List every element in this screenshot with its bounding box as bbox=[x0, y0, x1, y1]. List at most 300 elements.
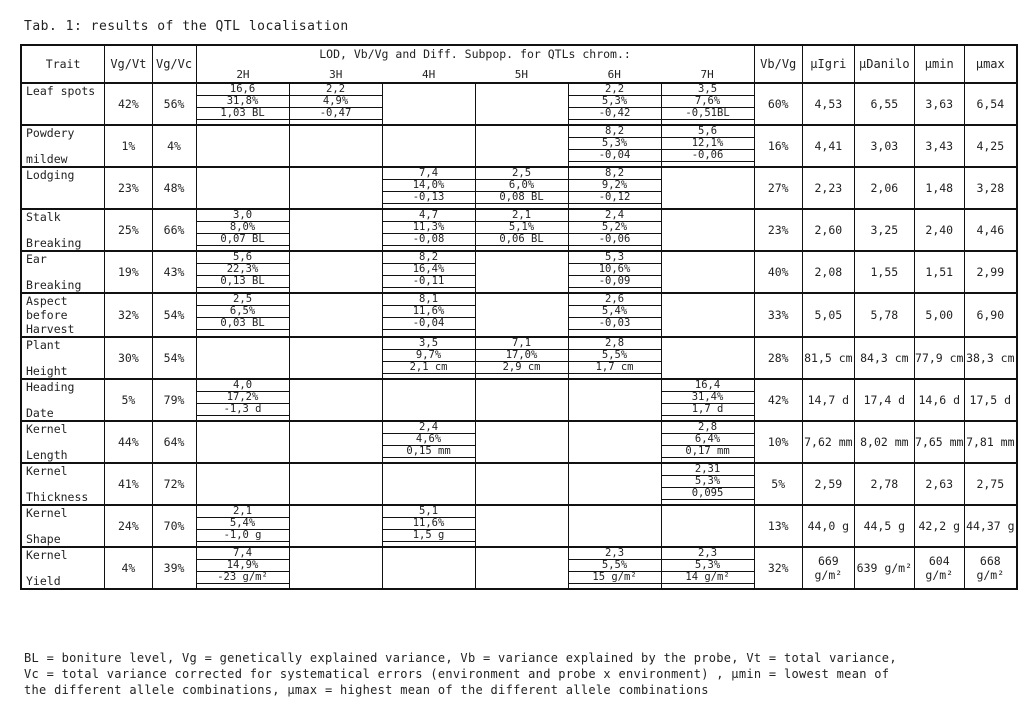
qtl-diff: 15 g/m² bbox=[569, 572, 661, 584]
mu-igri-cell: 2,08 bbox=[802, 251, 854, 293]
mu-igri-cell: 2,23 bbox=[802, 167, 854, 209]
trait-name-line: mildew bbox=[26, 152, 68, 166]
qtl-lod: 2,5 bbox=[197, 294, 289, 306]
qtl-values bbox=[476, 168, 568, 204]
mu-danilo-cell: 639 g/m² bbox=[854, 547, 914, 589]
vg-vc-cell: 54% bbox=[152, 337, 196, 379]
qtl-lod: 16,4 bbox=[662, 380, 754, 392]
vg-vt-cell: 24% bbox=[105, 505, 152, 547]
vb-vg-cell: 33% bbox=[754, 293, 802, 337]
qtl-vb-vg: 11,3% bbox=[383, 222, 475, 234]
qtl-vb-vg: 16,4% bbox=[383, 264, 475, 276]
qtl-lod: 16,6 bbox=[197, 84, 289, 96]
qtl-cell-5h bbox=[475, 379, 568, 421]
header-lod-title: LOD, Vb/Vg and Diff. Subpop. for QTLs chrom.: bbox=[319, 47, 631, 61]
qtl-cell-6h bbox=[568, 547, 661, 589]
qtl-values bbox=[569, 210, 661, 246]
trait-cell bbox=[21, 379, 105, 421]
table-row bbox=[21, 379, 1017, 421]
qtl-diff: -0,09 bbox=[569, 276, 661, 288]
qtl-values bbox=[569, 548, 661, 584]
qtl-vb-vg: 5,3% bbox=[662, 560, 754, 572]
vb-vg-cell: 27% bbox=[754, 167, 802, 209]
qtl-vb-vg: 12,1% bbox=[662, 138, 754, 150]
qtl-cell-7h bbox=[661, 505, 754, 547]
qtl-diff: 0,095 bbox=[662, 488, 754, 500]
qtl-values bbox=[662, 84, 754, 120]
qtl-lod: 8,2 bbox=[569, 126, 661, 138]
qtl-lod: 5,6 bbox=[662, 126, 754, 138]
header-vg-vc: Vg/Vc bbox=[152, 45, 196, 83]
qtl-values bbox=[383, 210, 475, 246]
mu-danilo-cell: 8,02 mm bbox=[854, 421, 914, 463]
mu-igri-cell: 2,59 bbox=[802, 463, 854, 505]
chromosome-labels bbox=[197, 68, 754, 81]
qtl-diff: -0,06 bbox=[662, 150, 754, 162]
mu-min-cell: 2,63 bbox=[914, 463, 964, 505]
qtl-cell-4h bbox=[382, 83, 475, 125]
table-row bbox=[21, 293, 1017, 337]
header-mu-max: μmax bbox=[964, 45, 1017, 83]
table-row bbox=[21, 547, 1017, 589]
qtl-values bbox=[383, 506, 475, 542]
vg-vc-cell: 79% bbox=[152, 379, 196, 421]
qtl-cell-3h bbox=[289, 547, 382, 589]
trait-cell bbox=[21, 83, 105, 125]
table-row bbox=[21, 167, 1017, 209]
qtl-cell-7h bbox=[661, 251, 754, 293]
qtl-lod: 5,3 bbox=[569, 252, 661, 264]
qtl-values bbox=[197, 252, 289, 288]
qtl-cell-4h bbox=[382, 167, 475, 209]
qtl-values bbox=[197, 380, 289, 416]
trait-name-line: Shape bbox=[26, 532, 61, 546]
mu-igri-cell: 7,62 mm bbox=[802, 421, 854, 463]
mu-min-cell: 77,9 cm bbox=[914, 337, 964, 379]
trait-name-line: Breaking bbox=[26, 278, 82, 292]
qtl-cell-2h bbox=[196, 83, 289, 125]
vg-vt-cell: 5% bbox=[105, 379, 152, 421]
mu-max-cell: 17,5 d bbox=[964, 379, 1017, 421]
vg-vt-cell: 32% bbox=[105, 293, 152, 337]
qtl-lod: 2,4 bbox=[383, 422, 475, 434]
mu-min-cell: 2,40 bbox=[914, 209, 964, 251]
vb-vg-cell: 32% bbox=[754, 547, 802, 589]
trait-name-line: Thickness bbox=[26, 490, 89, 504]
trait-name-line: Heading bbox=[26, 380, 75, 394]
qtl-cell-6h bbox=[568, 251, 661, 293]
mu-danilo-cell: 6,55 bbox=[854, 83, 914, 125]
trait-name-line: Kernel bbox=[26, 506, 68, 520]
mu-max-cell: 6,90 bbox=[964, 293, 1017, 337]
qtl-vb-vg: 22,3% bbox=[197, 264, 289, 276]
qtl-lod: 5,6 bbox=[197, 252, 289, 264]
qtl-vb-vg: 9,7% bbox=[383, 350, 475, 362]
trait-name-line: Lodging bbox=[26, 168, 75, 182]
qtl-values bbox=[197, 506, 289, 542]
trait-name-line: Ear bbox=[26, 252, 47, 266]
vg-vc-cell: 64% bbox=[152, 421, 196, 463]
qtl-diff: -0,51BL bbox=[662, 108, 754, 120]
mu-max-cell: 4,46 bbox=[964, 209, 1017, 251]
trait-name-line: before bbox=[26, 308, 68, 322]
qtl-lod: 7,4 bbox=[383, 168, 475, 180]
qtl-diff: -0,08 bbox=[383, 234, 475, 246]
footnote-line: the different allele combinations, μmax = highest mean of the different allele combinations bbox=[24, 683, 709, 697]
table-caption: Tab. 1: results of the QTL localisation bbox=[24, 19, 349, 34]
qtl-lod: 5,1 bbox=[383, 506, 475, 518]
qtl-lod: 2,5 bbox=[476, 168, 568, 180]
vg-vt-cell: 25% bbox=[105, 209, 152, 251]
qtl-diff: -0,04 bbox=[569, 150, 661, 162]
mu-max-cell: 2,99 bbox=[964, 251, 1017, 293]
qtl-values bbox=[569, 294, 661, 330]
mu-danilo-cell: 5,78 bbox=[854, 293, 914, 337]
chromosome-label: 2H bbox=[236, 68, 250, 81]
qtl-diff: 14 g/m² bbox=[662, 572, 754, 584]
qtl-cell-7h bbox=[661, 421, 754, 463]
chromosome-label: 6H bbox=[607, 68, 621, 81]
qtl-lod: 3,5 bbox=[662, 84, 754, 96]
vg-vc-cell: 72% bbox=[152, 463, 196, 505]
qtl-cell-5h bbox=[475, 505, 568, 547]
qtl-values bbox=[383, 422, 475, 458]
qtl-lod: 2,2 bbox=[290, 84, 382, 96]
mu-max-cell: 3,28 bbox=[964, 167, 1017, 209]
qtl-values bbox=[662, 380, 754, 416]
trait-cell bbox=[21, 125, 105, 167]
qtl-vb-vg: 5,3% bbox=[662, 476, 754, 488]
vb-vg-cell: 10% bbox=[754, 421, 802, 463]
vg-vc-cell: 4% bbox=[152, 125, 196, 167]
qtl-vb-vg: 6,4% bbox=[662, 434, 754, 446]
footnote-line: BL = boniture level, Vg = genetically explained variance, Vb = variance explained by the probe, Vt = total variance, bbox=[24, 651, 897, 665]
trait-name-line: Aspect bbox=[26, 294, 68, 308]
mu-danilo-cell: 17,4 d bbox=[854, 379, 914, 421]
qtl-cell-2h bbox=[196, 167, 289, 209]
mu-max-cell: 7,81 mm bbox=[964, 421, 1017, 463]
mu-danilo-cell: 84,3 cm bbox=[854, 337, 914, 379]
mu-max-cell: 4,25 bbox=[964, 125, 1017, 167]
header-lod bbox=[196, 45, 754, 83]
chromosome-label: 7H bbox=[700, 68, 714, 81]
header-mu-danilo: μDanilo bbox=[854, 45, 914, 83]
qtl-cell-7h bbox=[661, 379, 754, 421]
qtl-cell-6h bbox=[568, 379, 661, 421]
qtl-vb-vg: 14,9% bbox=[197, 560, 289, 572]
qtl-lod: 7,1 bbox=[476, 338, 568, 350]
trait-cell bbox=[21, 167, 105, 209]
qtl-cell-3h bbox=[289, 337, 382, 379]
qtl-cell-5h bbox=[475, 547, 568, 589]
mu-danilo-cell: 44,5 g bbox=[854, 505, 914, 547]
qtl-diff: -0,13 bbox=[383, 192, 475, 204]
qtl-diff: -0,03 bbox=[569, 318, 661, 330]
vg-vc-cell: 56% bbox=[152, 83, 196, 125]
qtl-cell-7h bbox=[661, 125, 754, 167]
vb-vg-cell: 5% bbox=[754, 463, 802, 505]
qtl-cell-6h bbox=[568, 421, 661, 463]
qtl-cell-6h bbox=[568, 83, 661, 125]
qtl-cell-5h bbox=[475, 83, 568, 125]
mu-max-cell: 2,75 bbox=[964, 463, 1017, 505]
qtl-values bbox=[197, 548, 289, 584]
qtl-diff: -1,3 d bbox=[197, 404, 289, 416]
qtl-values bbox=[569, 338, 661, 374]
trait-name-line: Height bbox=[26, 364, 68, 378]
qtl-cell-7h bbox=[661, 547, 754, 589]
trait-cell bbox=[21, 463, 105, 505]
qtl-cell-6h bbox=[568, 293, 661, 337]
header-vb-vg: Vb/Vg bbox=[754, 45, 802, 83]
mu-min-cell: 1,51 bbox=[914, 251, 964, 293]
qtl-vb-vg: 11,6% bbox=[383, 306, 475, 318]
qtl-vb-vg: 11,6% bbox=[383, 518, 475, 530]
qtl-lod: 2,6 bbox=[569, 294, 661, 306]
mu-min-cell: 604 g/m² bbox=[914, 547, 964, 589]
qtl-lod: 2,2 bbox=[569, 84, 661, 96]
header-mu-min: μmin bbox=[914, 45, 964, 83]
qtl-vb-vg: 6,0% bbox=[476, 180, 568, 192]
qtl-values bbox=[569, 252, 661, 288]
vb-vg-cell: 16% bbox=[754, 125, 802, 167]
qtl-diff: 0,17 mm bbox=[662, 446, 754, 458]
table-row bbox=[21, 251, 1017, 293]
trait-cell bbox=[21, 209, 105, 251]
header-vg-vt: Vg/Vt bbox=[105, 45, 152, 83]
qtl-cell-7h bbox=[661, 337, 754, 379]
vg-vt-cell: 42% bbox=[105, 83, 152, 125]
mu-min-cell: 3,43 bbox=[914, 125, 964, 167]
vg-vt-cell: 1% bbox=[105, 125, 152, 167]
qtl-cell-5h bbox=[475, 125, 568, 167]
mu-igri-cell: 2,60 bbox=[802, 209, 854, 251]
qtl-cell-2h bbox=[196, 463, 289, 505]
mu-min-cell: 42,2 g bbox=[914, 505, 964, 547]
qtl-cell-5h bbox=[475, 209, 568, 251]
trait-cell bbox=[21, 421, 105, 463]
qtl-cell-2h bbox=[196, 251, 289, 293]
trait-name-line: Kernel bbox=[26, 464, 68, 478]
qtl-lod: 2,4 bbox=[569, 210, 661, 222]
vg-vc-cell: 54% bbox=[152, 293, 196, 337]
qtl-diff: 0,08 BL bbox=[476, 192, 568, 204]
vg-vc-cell: 48% bbox=[152, 167, 196, 209]
qtl-lod: 7,4 bbox=[197, 548, 289, 560]
qtl-vb-vg: 5,5% bbox=[569, 350, 661, 362]
mu-danilo-cell: 3,03 bbox=[854, 125, 914, 167]
qtl-diff: 0,15 mm bbox=[383, 446, 475, 458]
qtl-values bbox=[197, 84, 289, 120]
qtl-cell-2h bbox=[196, 421, 289, 463]
qtl-diff: 1,7 d bbox=[662, 404, 754, 416]
table-row bbox=[21, 125, 1017, 167]
qtl-lod: 8,1 bbox=[383, 294, 475, 306]
chromosome-label: 4H bbox=[421, 68, 436, 81]
mu-max-cell: 44,37 g bbox=[964, 505, 1017, 547]
qtl-lod: 4,0 bbox=[197, 380, 289, 392]
qtl-cell-3h bbox=[289, 83, 382, 125]
qtl-diff: 2,9 cm bbox=[476, 362, 568, 374]
qtl-vb-vg: 14,0% bbox=[383, 180, 475, 192]
chromosome-label: 3H bbox=[329, 68, 343, 81]
qtl-cell-5h bbox=[475, 421, 568, 463]
qtl-cell-4h bbox=[382, 209, 475, 251]
vb-vg-cell: 13% bbox=[754, 505, 802, 547]
qtl-diff: 0,13 BL bbox=[197, 276, 289, 288]
vb-vg-cell: 28% bbox=[754, 337, 802, 379]
qtl-cell-4h bbox=[382, 547, 475, 589]
qtl-diff: 1,7 cm bbox=[569, 362, 661, 374]
qtl-cell-2h bbox=[196, 125, 289, 167]
qtl-lod: 2,1 bbox=[476, 210, 568, 222]
qtl-diff: -0,42 bbox=[569, 108, 661, 120]
qtl-diff: 1,5 g bbox=[383, 530, 475, 542]
trait-name-line: Powdery bbox=[26, 126, 75, 140]
qtl-cell-4h bbox=[382, 337, 475, 379]
qtl-vb-vg: 5,1% bbox=[476, 222, 568, 234]
qtl-vb-vg: 17,0% bbox=[476, 350, 568, 362]
qtl-lod: 2,8 bbox=[569, 338, 661, 350]
qtl-vb-vg: 5,3% bbox=[569, 138, 661, 150]
mu-igri-cell: 669 g/m² bbox=[802, 547, 854, 589]
qtl-diff: 0,07 BL bbox=[197, 234, 289, 246]
footnote bbox=[24, 650, 994, 698]
trait-cell bbox=[21, 337, 105, 379]
table-row bbox=[21, 337, 1017, 379]
qtl-cell-2h bbox=[196, 337, 289, 379]
table-row bbox=[21, 209, 1017, 251]
qtl-cell-7h bbox=[661, 209, 754, 251]
qtl-cell-5h bbox=[475, 251, 568, 293]
qtl-vb-vg: 10,6% bbox=[569, 264, 661, 276]
qtl-cell-3h bbox=[289, 293, 382, 337]
qtl-cell-3h bbox=[289, 463, 382, 505]
qtl-cell-6h bbox=[568, 337, 661, 379]
qtl-cell-7h bbox=[661, 463, 754, 505]
mu-max-cell: 668 g/m² bbox=[964, 547, 1017, 589]
trait-name-line: Breaking bbox=[26, 236, 82, 250]
trait-name-line: Yield bbox=[26, 574, 61, 588]
vg-vt-cell: 44% bbox=[105, 421, 152, 463]
header-row bbox=[21, 45, 1017, 83]
qtl-cell-5h bbox=[475, 167, 568, 209]
mu-igri-cell: 4,41 bbox=[802, 125, 854, 167]
qtl-cell-3h bbox=[289, 379, 382, 421]
qtl-cell-3h bbox=[289, 421, 382, 463]
table-row bbox=[21, 505, 1017, 547]
mu-max-cell: 6,54 bbox=[964, 83, 1017, 125]
qtl-diff: 1,03 BL bbox=[197, 108, 289, 120]
vb-vg-cell: 42% bbox=[754, 379, 802, 421]
mu-danilo-cell: 1,55 bbox=[854, 251, 914, 293]
qtl-vb-vg: 9,2% bbox=[569, 180, 661, 192]
qtl-cell-5h bbox=[475, 293, 568, 337]
qtl-cell-2h bbox=[196, 379, 289, 421]
qtl-cell-6h bbox=[568, 463, 661, 505]
qtl-vb-vg: 7,6% bbox=[662, 96, 754, 108]
qtl-diff: 0,03 BL bbox=[197, 318, 289, 330]
vg-vc-cell: 39% bbox=[152, 547, 196, 589]
mu-igri-cell: 14,7 d bbox=[802, 379, 854, 421]
qtl-cell-2h bbox=[196, 293, 289, 337]
qtl-vb-vg: 8,0% bbox=[197, 222, 289, 234]
mu-min-cell: 3,63 bbox=[914, 83, 964, 125]
qtl-lod: 2,1 bbox=[197, 506, 289, 518]
mu-igri-cell: 5,05 bbox=[802, 293, 854, 337]
vb-vg-cell: 23% bbox=[754, 209, 802, 251]
qtl-diff: -0,04 bbox=[383, 318, 475, 330]
qtl-values bbox=[197, 210, 289, 246]
qtl-vb-vg: 4,9% bbox=[290, 96, 382, 108]
qtl-cell-7h bbox=[661, 167, 754, 209]
qtl-lod: 4,7 bbox=[383, 210, 475, 222]
qtl-cell-4h bbox=[382, 251, 475, 293]
mu-max-cell: 38,3 cm bbox=[964, 337, 1017, 379]
mu-danilo-cell: 2,78 bbox=[854, 463, 914, 505]
qtl-values bbox=[662, 548, 754, 584]
qtl-cell-3h bbox=[289, 505, 382, 547]
qtl-lod: 3,0 bbox=[197, 210, 289, 222]
trait-name-line: Kernel bbox=[26, 422, 68, 436]
qtl-cell-2h bbox=[196, 505, 289, 547]
qtl-cell-2h bbox=[196, 209, 289, 251]
mu-min-cell: 7,65 mm bbox=[914, 421, 964, 463]
header-trait: Trait bbox=[21, 45, 105, 83]
qtl-values bbox=[383, 252, 475, 288]
qtl-lod: 2,3 bbox=[662, 548, 754, 560]
qtl-values bbox=[569, 126, 661, 162]
qtl-cell-4h bbox=[382, 463, 475, 505]
table-row bbox=[21, 463, 1017, 505]
qtl-lod: 3,5 bbox=[383, 338, 475, 350]
vg-vt-cell: 19% bbox=[105, 251, 152, 293]
qtl-diff: -23 g/m² bbox=[197, 572, 289, 584]
qtl-lod: 2,8 bbox=[662, 422, 754, 434]
vg-vc-cell: 43% bbox=[152, 251, 196, 293]
trait-name-line: Stalk bbox=[26, 210, 61, 224]
header-mu-igri: μIgri bbox=[802, 45, 854, 83]
qtl-values bbox=[569, 168, 661, 204]
qtl-values bbox=[476, 338, 568, 374]
qtl-diff: -0,12 bbox=[569, 192, 661, 204]
mu-igri-cell: 44,0 g bbox=[802, 505, 854, 547]
qtl-vb-vg: 17,2% bbox=[197, 392, 289, 404]
qtl-cell-6h bbox=[568, 505, 661, 547]
qtl-results-table bbox=[20, 44, 1018, 590]
vg-vt-cell: 4% bbox=[105, 547, 152, 589]
qtl-values bbox=[662, 422, 754, 458]
qtl-vb-vg: 5,4% bbox=[569, 306, 661, 318]
qtl-vb-vg: 5,2% bbox=[569, 222, 661, 234]
qtl-lod: 2,31 bbox=[662, 464, 754, 476]
qtl-values bbox=[383, 294, 475, 330]
qtl-values bbox=[383, 168, 475, 204]
vg-vt-cell: 41% bbox=[105, 463, 152, 505]
vg-vc-cell: 70% bbox=[152, 505, 196, 547]
mu-igri-cell: 81,5 cm bbox=[802, 337, 854, 379]
trait-name-line: Leaf spots bbox=[26, 84, 96, 98]
trait-name-line: Kernel bbox=[26, 548, 68, 562]
qtl-vb-vg: 5,5% bbox=[569, 560, 661, 572]
qtl-vb-vg: 5,3% bbox=[569, 96, 661, 108]
qtl-vb-vg: 5,4% bbox=[197, 518, 289, 530]
mu-min-cell: 14,6 d bbox=[914, 379, 964, 421]
qtl-values bbox=[476, 210, 568, 246]
vg-vt-cell: 23% bbox=[105, 167, 152, 209]
qtl-values bbox=[290, 84, 382, 120]
vb-vg-cell: 40% bbox=[754, 251, 802, 293]
